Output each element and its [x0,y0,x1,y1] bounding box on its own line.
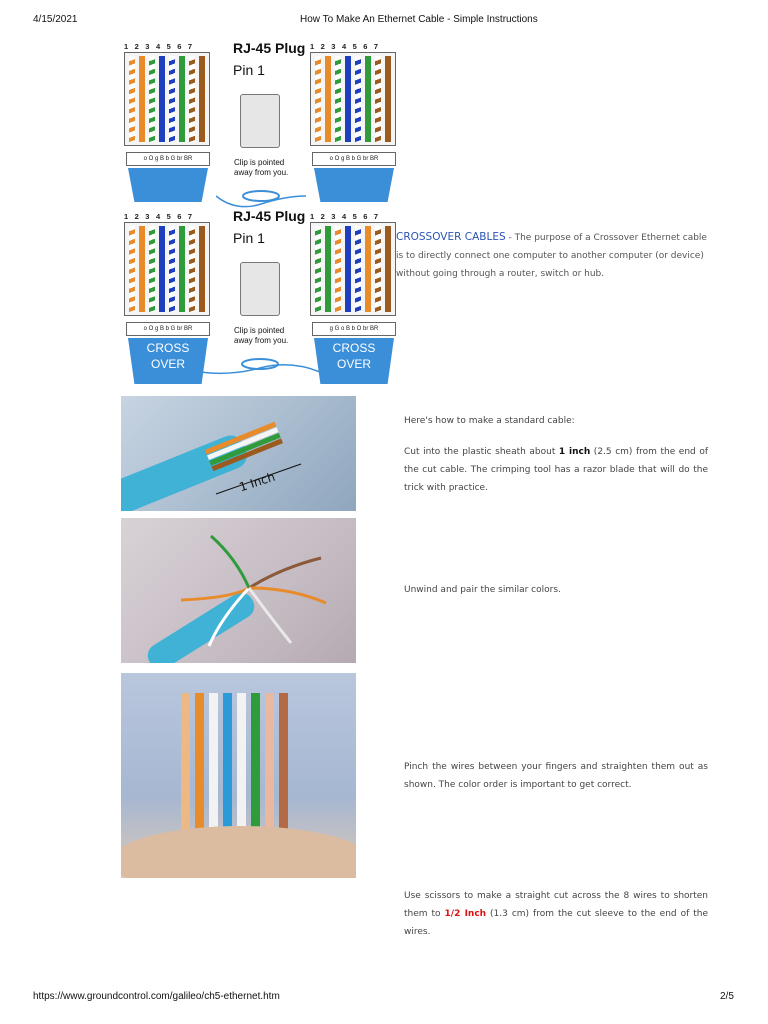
rj45-connector-icon [240,262,280,316]
print-date: 4/15/2021 [33,14,78,25]
crossover-label: CROSS OVER [332,341,376,371]
clip-note-top: Clip is pointed away from you. [234,158,289,177]
step-cut-sheath: Cut into the plastic sheath about 1 inch (2.5 cm) from the end of the cut cable. The crimping tool has a razor blade that will do the trick with practice. [404,447,708,493]
step-unwind: Unwind and pair the similar colors. [404,585,561,595]
photo-straightened-wires [121,673,356,878]
crossover-label: CROSS OVER [146,341,190,371]
rj45-title-bottom: RJ-45 Plug [233,208,306,224]
rj45-wiring-diagram [120,36,395,381]
half-inch-emphasis: 1/2 Inch [444,909,487,919]
plug-boot [128,168,208,202]
color-code-bar: g G o B b O br BR [312,322,396,336]
step-pinch: Pinch the wires between your fingers and straighten them out as shown. The color order is important to get correct. [404,762,708,790]
crossover-description [396,228,708,283]
one-inch-emphasis: 1 inch [558,447,591,457]
color-code-bar: o O g B b G br BR [126,152,210,166]
page-title: How To Make An Ethernet Cable - Simple Instructions [300,14,538,25]
plug-body [124,52,210,146]
inch-label: 1 Inch [237,469,277,495]
pin1-label-top: Pin 1 [233,62,265,78]
cable-sheath-image [121,396,356,511]
pin1-label-bottom: Pin 1 [233,230,265,246]
plug-boot [314,168,394,202]
clip-note-bottom: Clip is pointed away from you. [234,326,289,345]
page-number: 2/5 [720,991,734,1002]
source-url: https://www.groundcontrol.com/galileo/ch5-ethernet.htm [33,991,280,1002]
untwisted-wires-image [121,518,356,663]
color-code-bar: o O g B b G br BR [312,152,396,166]
photo-stripped-cable [121,396,356,511]
cable-loop-icon [200,354,320,378]
plug-body [310,52,396,146]
pin-numbers: 1 2 3 4 5 6 7 [124,42,195,51]
crossover-heading: CROSSOVER CABLES [396,231,506,243]
plug-body [124,222,210,316]
crossover-body: - The purpose of a Crossover Ethernet cable is to directly connect one computer to another computer (or device) without going through a router, switch or hub. [396,233,707,279]
pin-numbers: 1 2 3 4 5 6 7 [310,42,381,51]
step-cut-wires: Use scissors to make a straight cut across the 8 wires to shorten them to 1/2 Inch (1.3 cm) from the cut sleeve to the end of the wires. [404,891,709,937]
rj45-connector-icon [240,94,280,148]
steps-intro: Here's how to make a standard cable: [404,416,575,426]
color-code-bar: o O g B b G br BR [126,322,210,336]
plug-body [310,222,396,316]
straightened-wires-image [121,673,356,878]
pin-numbers: 1 2 3 4 5 6 7 [124,212,195,221]
rj45-title-top: RJ-45 Plug [233,40,306,56]
photo-untwisted-pairs [121,518,356,663]
pin-numbers: 1 2 3 4 5 6 7 [310,212,381,221]
